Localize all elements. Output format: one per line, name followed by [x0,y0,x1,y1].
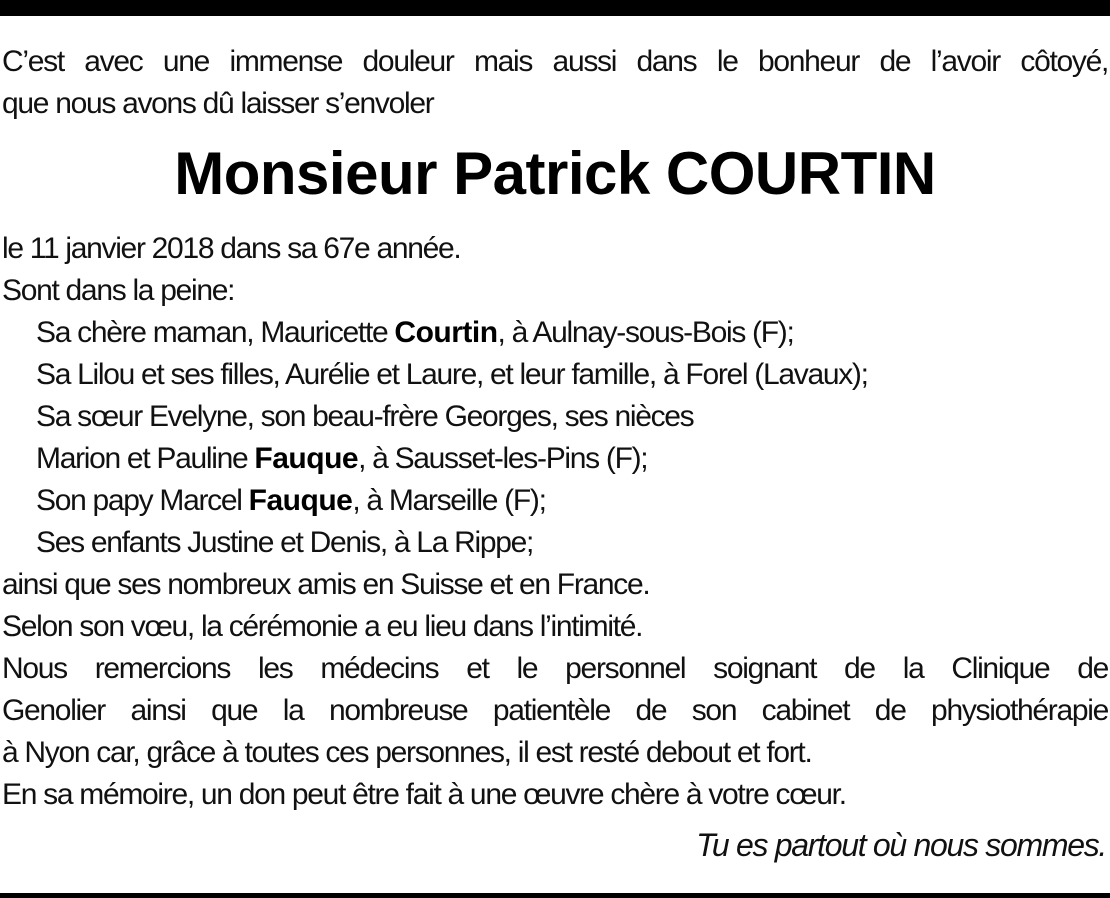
thanks-line-1: Nous remercions les médecins et le personnel soignant de la Clinique de [2,652,1108,685]
mourner-mother-text: Sa chère maman, Mauricette [36,316,395,349]
mourner-nieces-place: , à Sausset-les-Pins (F); [358,442,648,475]
donation-line: En sa mémoire, un don peut être fait à une œuvre chère à votre cœur. [2,778,846,811]
mourner-grandfather-text: Son papy Marcel [36,484,249,517]
mourner-sister: Sa sœur Evelyne, son beau-frère Georges, ses nièces [36,400,694,433]
thanks-line-3: à Nyon car, grâce à toutes ces personnes, il est resté debout et fort. [2,736,812,769]
mourner-nieces [36,439,647,479]
mourner-mother-place: , à Aulnay-sous-Bois (F); [497,316,794,349]
mourner-partner: Sa Lilou et ses filles, Aurélie et Laure, et leur famille, à Forel (Lavaux); [36,358,868,391]
closing-quote: Tu es partout où nous sommes. [696,827,1106,863]
surname-fauque: Fauque [254,442,359,475]
mourner-nieces-text: Marion et Pauline [36,442,255,475]
deceased-name: Monsieur Patrick COURTIN [174,140,936,207]
date-line: le 11 janvier 2018 dans sa 67e année. [2,232,461,265]
friends-line: ainsi que ses nombreux amis en Suisse et en France. [2,568,650,601]
mourners-heading: Sont dans la peine: [2,274,235,307]
mourner-mother [36,313,794,353]
top-rule [0,0,1110,16]
mourner-children: Ses enfants Justine et Denis, à La Rippe; [36,526,534,559]
mourner-grandfather [36,481,546,521]
intro-line-2: que nous avons dû laisser s’envoler [2,87,434,120]
intro-line-1: C’est avec une immense douleur mais aussi dans le bonheur de l’avoir côtoyé, [2,45,1108,78]
surname-fauque: Fauque [248,484,353,517]
surname-courtin: Courtin [394,316,498,349]
bottom-rule [0,893,1110,898]
ceremony-line: Selon son vœu, la cérémonie a eu lieu dans l’intimité. [2,610,643,643]
thanks-line-2: Genolier ainsi que la nombreuse patientèle de son cabinet de physiothérapie [2,694,1108,727]
mourner-grandfather-place: , à Marseille (F); [352,484,546,517]
